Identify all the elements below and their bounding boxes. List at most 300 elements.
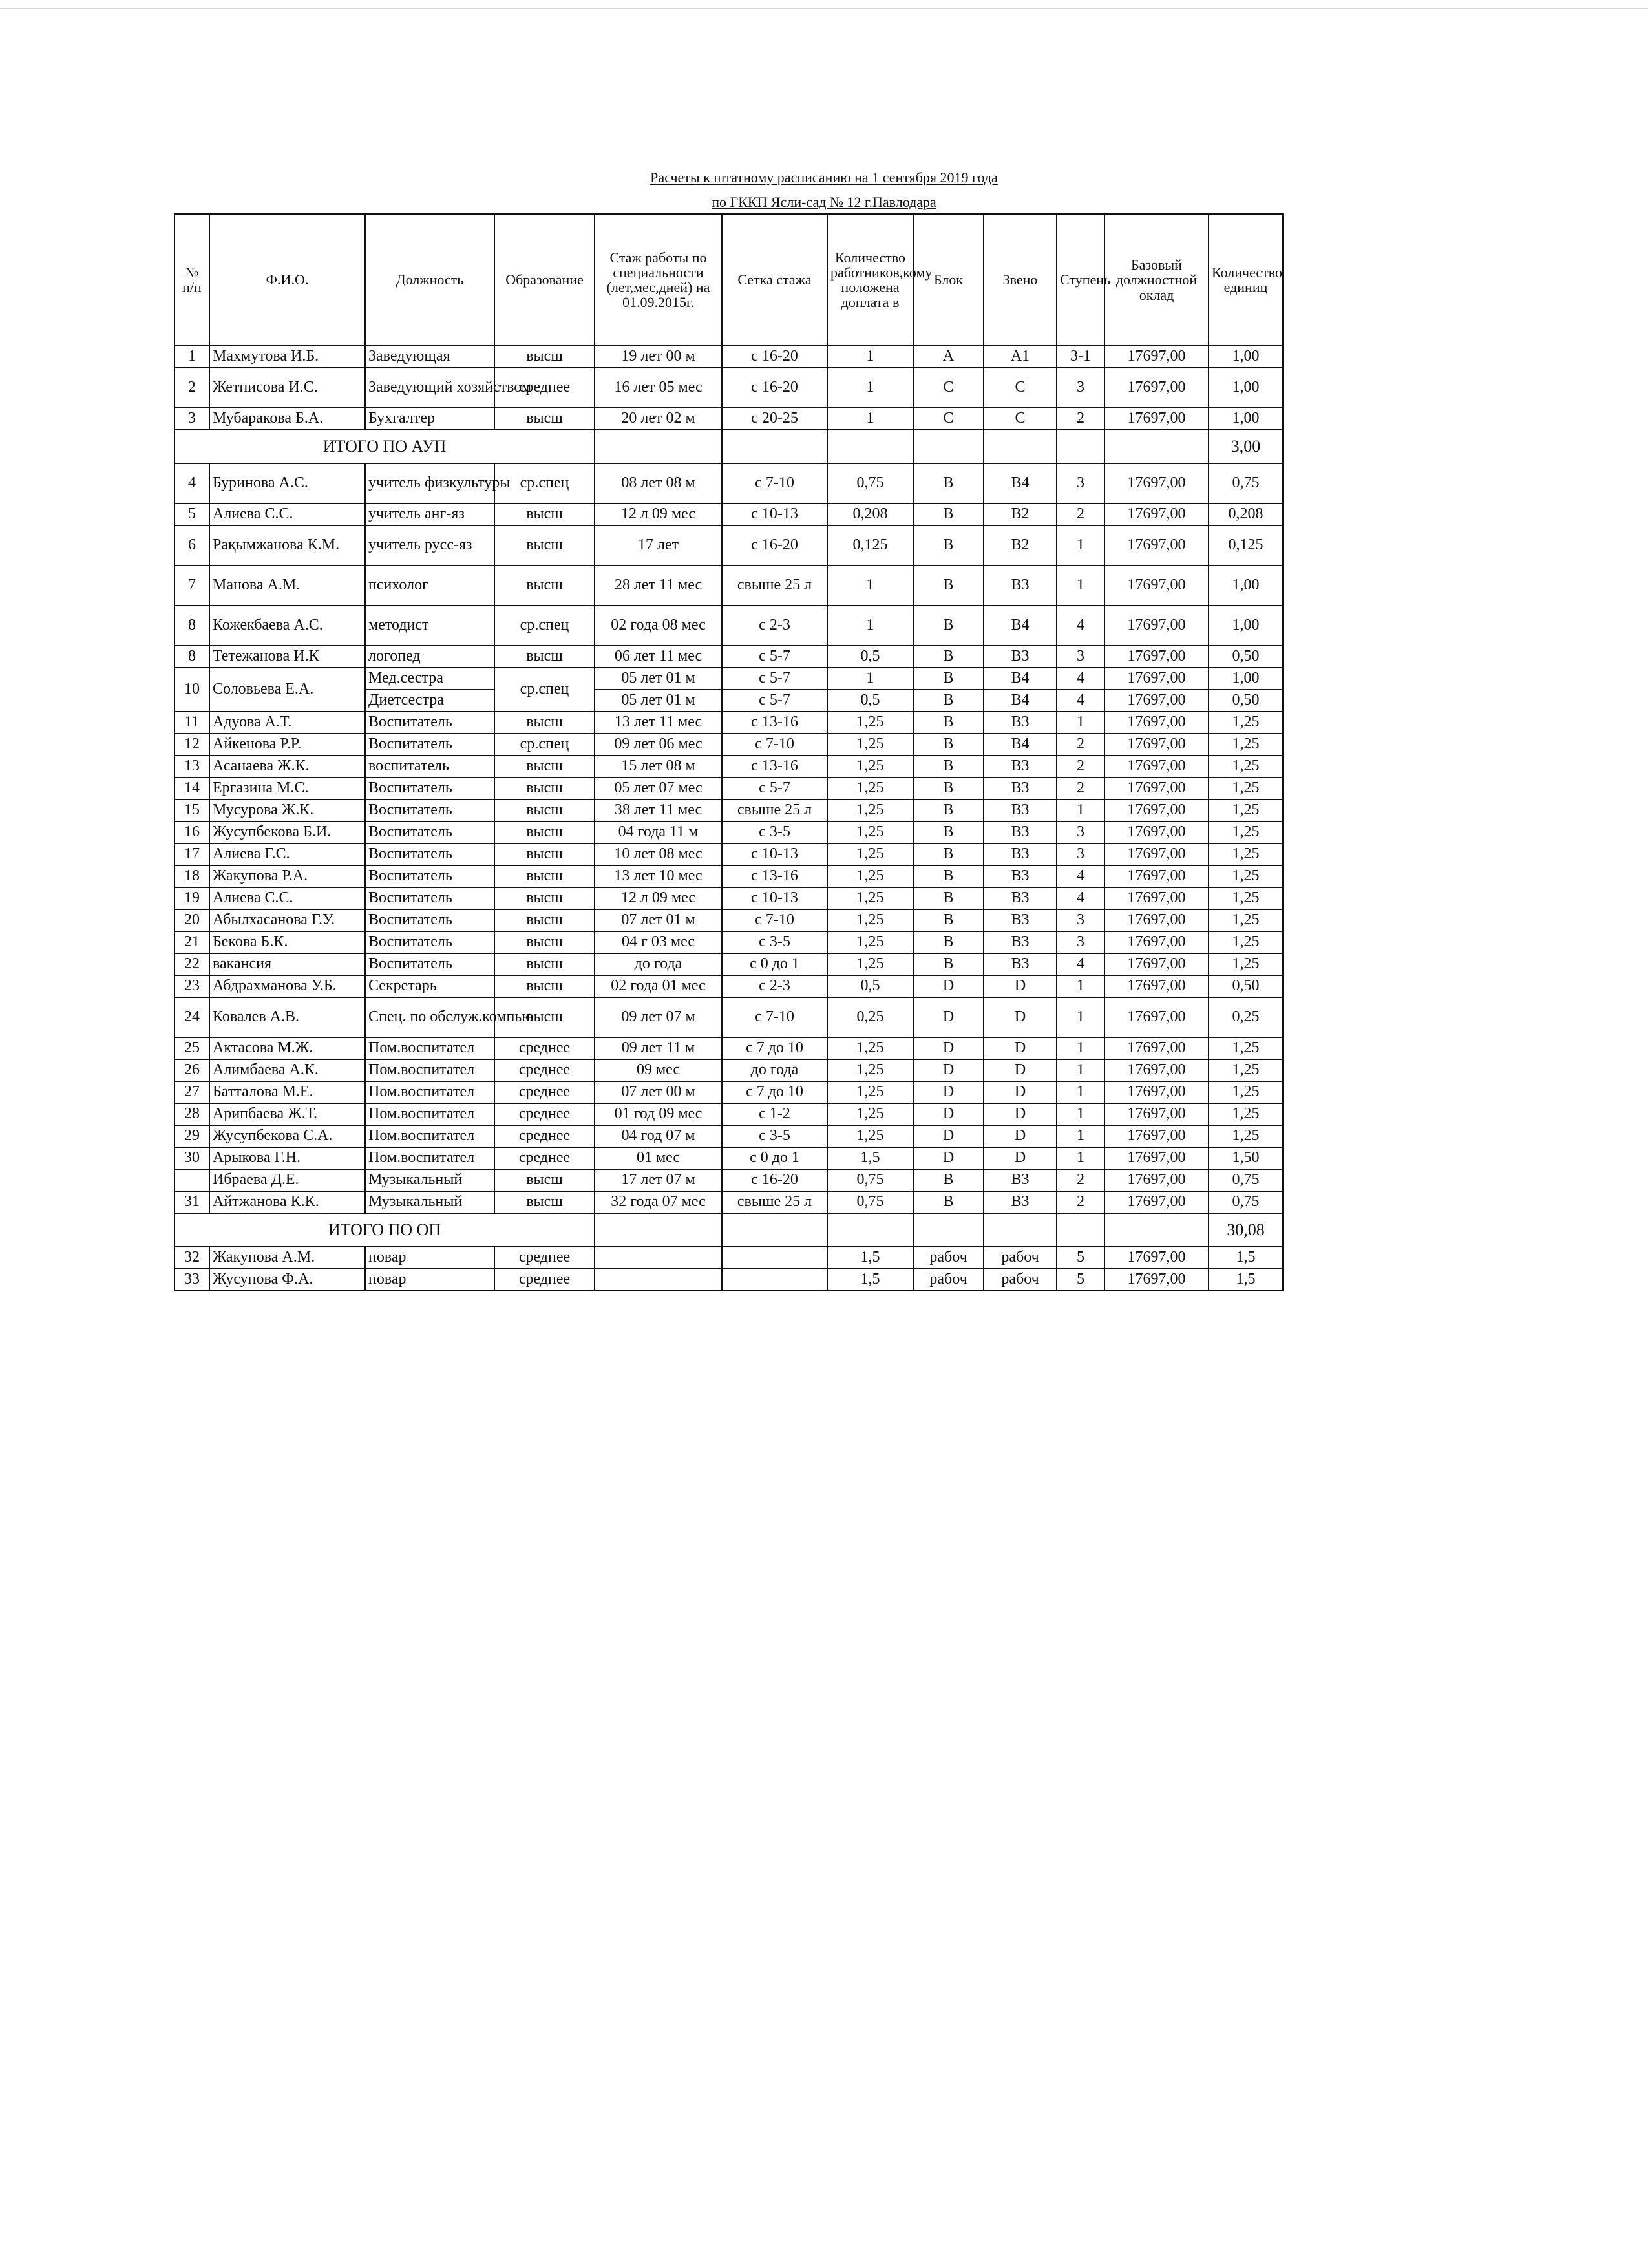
table-row (174, 646, 1283, 668)
cell-stazh: 09 мес (595, 1059, 722, 1081)
cell-zveno: В2 (984, 503, 1057, 525)
cell-kol: 1,25 (827, 843, 913, 865)
cell-edu: высш (494, 909, 595, 931)
cell-kol: 1,25 (827, 1103, 913, 1125)
table-row (174, 1037, 1283, 1059)
table-row (174, 1147, 1283, 1169)
table-row (174, 525, 1283, 566)
cell-n: 23 (174, 975, 209, 997)
cell-n: 12 (174, 734, 209, 756)
cell-step: 1 (1057, 1125, 1104, 1147)
cell-stazh: 02 года 08 мес (595, 606, 722, 646)
cell-kol: 1 (827, 668, 913, 690)
cell-setka (722, 1269, 827, 1291)
empty-cell (984, 430, 1057, 463)
cell-kol: 1 (827, 606, 913, 646)
table-row (174, 865, 1283, 887)
cell-pos: Воспитатель (365, 734, 494, 756)
cell-blok: D (913, 1081, 984, 1103)
cell-setka: с 16-20 (722, 346, 827, 368)
cell-zveno: В4 (984, 734, 1057, 756)
cell-n: 18 (174, 865, 209, 887)
cell-edu: высш (494, 525, 595, 566)
cell-edu: высш (494, 843, 595, 865)
cell-pos: Воспитатель (365, 821, 494, 843)
cell-kol: 1,25 (827, 734, 913, 756)
cell-stazh: 04 год 07 м (595, 1125, 722, 1147)
table-row (174, 1125, 1283, 1147)
cell-oklad: 17697,00 (1104, 463, 1209, 503)
cell-edu: среднее (494, 1103, 595, 1125)
cell-kol: 1 (827, 368, 913, 408)
cell-kol: 0,75 (827, 1191, 913, 1213)
cell-zveno: D (984, 997, 1057, 1037)
cell-fio: Асанаева Ж.К. (209, 756, 365, 778)
cell-kol: 1,5 (827, 1247, 913, 1269)
cell-fio: Айтжанова К.К. (209, 1191, 365, 1213)
cell-oklad: 17697,00 (1104, 843, 1209, 865)
table-row (174, 1169, 1283, 1191)
cell-n: 30 (174, 1147, 209, 1169)
cell-zveno: В4 (984, 606, 1057, 646)
cell-pos: Воспитатель (365, 843, 494, 865)
cell-pos: Воспитатель (365, 778, 494, 800)
cell-edu: высш (494, 1169, 595, 1191)
cell-oklad: 17697,00 (1104, 1059, 1209, 1081)
table-row (174, 1081, 1283, 1103)
cell-fio: Абылхасанова Г.У. (209, 909, 365, 931)
cell-ed: 0,50 (1209, 975, 1283, 997)
cell-blok: В (913, 566, 984, 606)
cell-oklad: 17697,00 (1104, 953, 1209, 975)
cell-kol: 0,25 (827, 997, 913, 1037)
cell-zveno: D (984, 1081, 1057, 1103)
cell-stazh: 09 лет 06 мес (595, 734, 722, 756)
cell-pos: воспитатель (365, 756, 494, 778)
cell-setka: с 5-7 (722, 690, 827, 712)
column-header: Звено (984, 214, 1057, 346)
cell-fio: Манова А.М. (209, 566, 365, 606)
table-row (174, 1247, 1283, 1269)
cell-fio: Батталова М.Е. (209, 1081, 365, 1103)
cell-pos: Музыкальный (365, 1191, 494, 1213)
cell-ed: 1,5 (1209, 1269, 1283, 1291)
cell-stazh: 07 лет 01 м (595, 909, 722, 931)
cell-pos: Спец. по обслуж.компью (365, 997, 494, 1037)
cell-stazh: 09 лет 11 м (595, 1037, 722, 1059)
cell-pos: Пом.воспитател (365, 1125, 494, 1147)
cell-edu: среднее (494, 368, 595, 408)
cell-blok: В (913, 525, 984, 566)
cell-edu: высш (494, 997, 595, 1037)
cell-stazh: 28 лет 11 мес (595, 566, 722, 606)
cell-n: 1 (174, 346, 209, 368)
cell-stazh: 01 мес (595, 1147, 722, 1169)
cell-fio: Айкенова Р.Р. (209, 734, 365, 756)
cell-kol: 0,208 (827, 503, 913, 525)
cell-zveno: рабоч (984, 1269, 1057, 1291)
cell-ed: 1,25 (1209, 756, 1283, 778)
cell-fio: Мубаракова Б.А. (209, 408, 365, 430)
cell-kol: 1,25 (827, 778, 913, 800)
cell-zveno: С (984, 408, 1057, 430)
cell-setka: свыше 25 л (722, 566, 827, 606)
cell-pos: повар (365, 1247, 494, 1269)
cell-setka: с 7-10 (722, 909, 827, 931)
column-header: Базовый должностной оклад (1104, 214, 1209, 346)
cell-stazh: 12 л 09 мес (595, 503, 722, 525)
cell-ed: 1,25 (1209, 1059, 1283, 1081)
cell-setka (722, 1247, 827, 1269)
cell-fio: вакансия (209, 953, 365, 975)
cell-stazh: 38 лет 11 мес (595, 800, 722, 821)
cell-oklad: 17697,00 (1104, 1169, 1209, 1191)
cell-setka: с 16-20 (722, 525, 827, 566)
cell-pos: Воспитатель (365, 887, 494, 909)
cell-zveno: В3 (984, 887, 1057, 909)
cell-stazh: 13 лет 10 мес (595, 865, 722, 887)
cell-pos: учитель анг-яз (365, 503, 494, 525)
cell-pos: психолог (365, 566, 494, 606)
cell-edu: высш (494, 953, 595, 975)
cell-setka: с 3-5 (722, 931, 827, 953)
cell-fio: Ибраева Д.Е. (209, 1169, 365, 1191)
cell-ed: 1,25 (1209, 734, 1283, 756)
cell-setka: свыше 25 л (722, 1191, 827, 1213)
cell-fio: Алимбаева А.К. (209, 1059, 365, 1081)
cell-ed: 1,00 (1209, 606, 1283, 646)
cell-kol: 1 (827, 408, 913, 430)
table-row (174, 408, 1283, 430)
table-row (174, 778, 1283, 800)
cell-zveno: В3 (984, 778, 1057, 800)
cell-pos: Пом.воспитател (365, 1037, 494, 1059)
cell-fio: Актасова М.Ж. (209, 1037, 365, 1059)
column-header: Количество единиц (1209, 214, 1283, 346)
cell-zveno: D (984, 1103, 1057, 1125)
document-title: Расчеты к штатному расписанию на 1 сентября 2019 года (650, 169, 998, 185)
cell-oklad: 17697,00 (1104, 1191, 1209, 1213)
cell-setka: с 7 до 10 (722, 1081, 827, 1103)
cell-pos: методист (365, 606, 494, 646)
table-row (174, 1103, 1283, 1125)
cell-pos: Воспитатель (365, 953, 494, 975)
cell-n: 32 (174, 1247, 209, 1269)
table-row (174, 1191, 1283, 1213)
cell-step: 2 (1057, 756, 1104, 778)
cell-oklad: 17697,00 (1104, 865, 1209, 887)
table-row (174, 346, 1283, 368)
cell-zveno: D (984, 1147, 1057, 1169)
cell-step: 4 (1057, 953, 1104, 975)
cell-step: 3 (1057, 821, 1104, 843)
cell-step: 1 (1057, 525, 1104, 566)
cell-step: 1 (1057, 566, 1104, 606)
cell-ed: 1,25 (1209, 1125, 1283, 1147)
cell-zveno: В4 (984, 690, 1057, 712)
cell-kol: 0,75 (827, 463, 913, 503)
cell-fio: Мусурова Ж.К. (209, 800, 365, 821)
cell-blok: В (913, 756, 984, 778)
cell-stazh: 02 года 01 мес (595, 975, 722, 997)
cell-blok: D (913, 997, 984, 1037)
cell-edu: среднее (494, 1247, 595, 1269)
cell-ed: 1,25 (1209, 821, 1283, 843)
cell-zveno: В2 (984, 525, 1057, 566)
cell-n: 25 (174, 1037, 209, 1059)
cell-pos: Пом.воспитател (365, 1059, 494, 1081)
cell-oklad: 17697,00 (1104, 778, 1209, 800)
cell-oklad: 17697,00 (1104, 1125, 1209, 1147)
cell-edu: высш (494, 887, 595, 909)
cell-stazh (595, 1269, 722, 1291)
cell-fio: Буринова А.С. (209, 463, 365, 503)
cell-step: 3 (1057, 646, 1104, 668)
cell-oklad: 17697,00 (1104, 821, 1209, 843)
cell-blok: В (913, 503, 984, 525)
cell-step: 1 (1057, 1147, 1104, 1169)
empty-cell (1104, 430, 1209, 463)
empty-cell (595, 430, 722, 463)
cell-setka: с 5-7 (722, 646, 827, 668)
cell-fio: Алиева С.С. (209, 887, 365, 909)
empty-cell (913, 1213, 984, 1247)
cell-edu: ср.спец (494, 668, 595, 712)
cell-n: 14 (174, 778, 209, 800)
cell-ed: 1,25 (1209, 931, 1283, 953)
cell-setka: с 3-5 (722, 1125, 827, 1147)
cell-zveno: В3 (984, 865, 1057, 887)
cell-stazh: 06 лет 11 мес (595, 646, 722, 668)
cell-fio: Бекова Б.К. (209, 931, 365, 953)
cell-blok: В (913, 690, 984, 712)
cell-blok: D (913, 1059, 984, 1081)
cell-stazh (595, 1247, 722, 1269)
cell-blok: В (913, 734, 984, 756)
cell-fio: Тетежанова И.К (209, 646, 365, 668)
cell-kol: 1,25 (827, 909, 913, 931)
cell-kol: 0,5 (827, 975, 913, 997)
cell-zveno: С (984, 368, 1057, 408)
cell-stazh: до года (595, 953, 722, 975)
cell-pos: Воспитатель (365, 909, 494, 931)
cell-ed: 1,00 (1209, 346, 1283, 368)
cell-step: 2 (1057, 503, 1104, 525)
cell-edu: высш (494, 346, 595, 368)
cell-zveno: D (984, 975, 1057, 997)
empty-cell (913, 430, 984, 463)
table-row (174, 756, 1283, 778)
total-row (174, 1213, 1283, 1247)
cell-edu: среднее (494, 1081, 595, 1103)
cell-zveno: D (984, 1125, 1057, 1147)
cell-stazh: 32 года 07 мес (595, 1191, 722, 1213)
cell-oklad: 17697,00 (1104, 668, 1209, 690)
empty-cell (1104, 1213, 1209, 1247)
total-label: ИТОГО ПО ОП (174, 1213, 595, 1247)
cell-zveno: В3 (984, 931, 1057, 953)
cell-blok: В (913, 668, 984, 690)
cell-setka: до года (722, 1059, 827, 1081)
cell-kol: 1,25 (827, 1059, 913, 1081)
cell-blok: В (913, 843, 984, 865)
cell-n: 21 (174, 931, 209, 953)
table-row (174, 503, 1283, 525)
scan-edge-line (0, 8, 1648, 9)
column-header: Блок (913, 214, 984, 346)
cell-pos: Мед.сестра (365, 668, 494, 690)
cell-blok: В (913, 646, 984, 668)
cell-oklad: 17697,00 (1104, 1147, 1209, 1169)
cell-ed: 0,50 (1209, 690, 1283, 712)
column-header: Сетка стажа (722, 214, 827, 346)
cell-step: 3 (1057, 463, 1104, 503)
cell-fio: Арыкова Г.Н. (209, 1147, 365, 1169)
cell-pos: Воспитатель (365, 931, 494, 953)
cell-stazh: 10 лет 08 мес (595, 843, 722, 865)
cell-step: 1 (1057, 712, 1104, 734)
cell-setka: с 5-7 (722, 668, 827, 690)
cell-n: 11 (174, 712, 209, 734)
cell-edu: ср.спец (494, 463, 595, 503)
cell-edu: высш (494, 975, 595, 997)
column-header: Ф.И.О. (209, 214, 365, 346)
total-value: 3,00 (1209, 430, 1283, 463)
cell-fio: Арипбаева Ж.Т. (209, 1103, 365, 1125)
column-header: Стаж работы по специальности (лет,мес,дней) на 01.09.2015г. (595, 214, 722, 346)
cell-ed: 0,208 (1209, 503, 1283, 525)
cell-oklad: 17697,00 (1104, 800, 1209, 821)
cell-setka: с 0 до 1 (722, 1147, 827, 1169)
cell-n: 13 (174, 756, 209, 778)
cell-ed: 0,25 (1209, 997, 1283, 1037)
cell-ed: 1,25 (1209, 1103, 1283, 1125)
table-row (174, 734, 1283, 756)
cell-edu: высш (494, 408, 595, 430)
cell-ed: 0,75 (1209, 463, 1283, 503)
cell-blok: В (913, 865, 984, 887)
cell-oklad: 17697,00 (1104, 408, 1209, 430)
cell-oklad: 17697,00 (1104, 503, 1209, 525)
cell-step: 3 (1057, 909, 1104, 931)
cell-setka: с 10-13 (722, 843, 827, 865)
cell-blok: В (913, 1169, 984, 1191)
cell-zveno: В3 (984, 712, 1057, 734)
cell-kol: 0,5 (827, 646, 913, 668)
table-row (174, 800, 1283, 821)
cell-blok: D (913, 1037, 984, 1059)
cell-step: 1 (1057, 1059, 1104, 1081)
cell-kol: 1,25 (827, 1125, 913, 1147)
cell-blok: В (913, 606, 984, 646)
cell-fio: Кожекбаева А.С. (209, 606, 365, 646)
cell-oklad: 17697,00 (1104, 887, 1209, 909)
cell-n: 15 (174, 800, 209, 821)
cell-edu: среднее (494, 1037, 595, 1059)
cell-kol: 1,25 (827, 756, 913, 778)
cell-kol: 0,75 (827, 1169, 913, 1191)
table-row (174, 566, 1283, 606)
cell-blok: рабоч (913, 1269, 984, 1291)
cell-ed: 1,50 (1209, 1147, 1283, 1169)
cell-zveno: А1 (984, 346, 1057, 368)
cell-zveno: В3 (984, 646, 1057, 668)
cell-oklad: 17697,00 (1104, 525, 1209, 566)
cell-step: 3-1 (1057, 346, 1104, 368)
table-row (174, 1269, 1283, 1291)
cell-stazh: 07 лет 00 м (595, 1081, 722, 1103)
cell-setka: с 2-3 (722, 606, 827, 646)
cell-stazh: 08 лет 08 м (595, 463, 722, 503)
cell-blok: D (913, 1125, 984, 1147)
cell-setka: с 7 до 10 (722, 1037, 827, 1059)
cell-n: 31 (174, 1191, 209, 1213)
cell-setka: свыше 25 л (722, 800, 827, 821)
staff-schedule-table (174, 213, 1284, 1291)
cell-ed: 1,25 (1209, 953, 1283, 975)
cell-oklad: 17697,00 (1104, 346, 1209, 368)
cell-stazh: 05 лет 01 м (595, 668, 722, 690)
cell-kol: 0,5 (827, 690, 913, 712)
cell-blok: D (913, 975, 984, 997)
cell-stazh: 12 л 09 мес (595, 887, 722, 909)
cell-pos: Пом.воспитател (365, 1103, 494, 1125)
cell-zveno: D (984, 1059, 1057, 1081)
table-row (174, 368, 1283, 408)
cell-step: 4 (1057, 606, 1104, 646)
cell-kol: 1,5 (827, 1147, 913, 1169)
cell-zveno: В3 (984, 843, 1057, 865)
cell-fio: Ковалев А.В. (209, 997, 365, 1037)
cell-n: 3 (174, 408, 209, 430)
cell-n: 7 (174, 566, 209, 606)
cell-edu: высш (494, 778, 595, 800)
cell-pos: Музыкальный (365, 1169, 494, 1191)
cell-pos: Заведующий хозяйством (365, 368, 494, 408)
empty-cell (1057, 430, 1104, 463)
cell-kol: 1,25 (827, 800, 913, 821)
cell-n: 28 (174, 1103, 209, 1125)
cell-step: 4 (1057, 887, 1104, 909)
cell-stazh: 05 лет 01 м (595, 690, 722, 712)
cell-ed: 1,00 (1209, 368, 1283, 408)
cell-step: 1 (1057, 1037, 1104, 1059)
cell-n: 20 (174, 909, 209, 931)
cell-setka: с 13-16 (722, 756, 827, 778)
cell-pos: Пом.воспитател (365, 1081, 494, 1103)
cell-ed: 1,25 (1209, 778, 1283, 800)
cell-blok: В (913, 931, 984, 953)
cell-pos: Воспитатель (365, 712, 494, 734)
cell-zveno: В3 (984, 566, 1057, 606)
cell-kol: 1,25 (827, 712, 913, 734)
cell-step: 1 (1057, 1081, 1104, 1103)
empty-cell (984, 1213, 1057, 1247)
cell-blok: В (913, 953, 984, 975)
cell-setka: с 16-20 (722, 368, 827, 408)
cell-kol: 0,125 (827, 525, 913, 566)
cell-blok: В (913, 712, 984, 734)
cell-pos: повар (365, 1269, 494, 1291)
cell-stazh: 04 г 03 мес (595, 931, 722, 953)
cell-blok: D (913, 1103, 984, 1125)
cell-fio: Жусупбекова Б.И. (209, 821, 365, 843)
cell-stazh: 16 лет 05 мес (595, 368, 722, 408)
cell-setka: с 5-7 (722, 778, 827, 800)
cell-ed: 1,25 (1209, 1037, 1283, 1059)
cell-edu: среднее (494, 1147, 595, 1169)
cell-oklad: 17697,00 (1104, 368, 1209, 408)
